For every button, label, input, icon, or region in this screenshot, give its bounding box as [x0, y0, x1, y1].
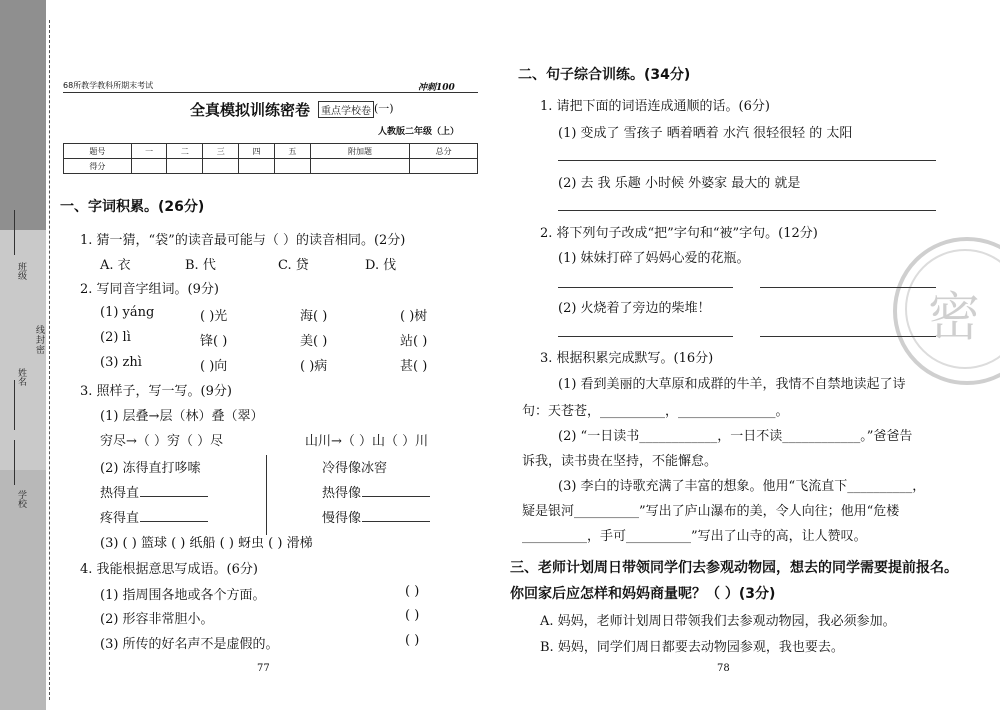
name-blank[interactable]: [14, 380, 16, 430]
class-label: 班级: [16, 262, 26, 280]
q2-1: 1. 请把下面的词语连成通顺的话。(6分): [540, 99, 770, 114]
score-cell: 五: [274, 144, 310, 159]
q2-3-1: (1) 看到美丽的大草原和成群的牛羊，我情不自禁地读起了诗: [558, 377, 906, 392]
q4-item-2: (2) 形容非常胆小。: [100, 612, 214, 627]
binding-shade-top: [0, 0, 46, 230]
cut-line: [49, 20, 50, 700]
q3-2c-label: 疼得直: [100, 511, 140, 526]
school-label: 学校: [16, 490, 26, 508]
q1-1: 1. 猜一猜，“袋”的读音最可能与（ ）的读音相同。(2分): [80, 233, 406, 248]
q3-1b[interactable]: 山川→（ ）山（ ）川: [305, 434, 429, 449]
q3-2a-label: 热得直: [100, 486, 140, 501]
section-3-opt-b[interactable]: B. 妈妈，同学们周日都要去动物园参观，我也要去。: [540, 640, 844, 655]
secret-stamp-text: 密: [928, 288, 981, 348]
q2-3: 3. 根据积累完成默写。(16分): [540, 351, 714, 366]
score-input[interactable]: [167, 159, 203, 174]
q2-2-2-ba-line[interactable]: [558, 336, 733, 337]
q2-row3-pinyin: (3) zhì: [100, 355, 142, 370]
q3-2d-label: 慢得像: [322, 511, 362, 526]
q2-3-3[interactable]: (3) 李白的诗歌充满了丰富的想象。他用“飞流直下__________，: [558, 479, 926, 494]
q3-2b-blank[interactable]: [362, 496, 430, 497]
q2-3-3b[interactable]: 疑是银河__________”写出了庐山瀑布的美，令人向往；他用“危楼: [522, 504, 900, 519]
q4-item-1: (1) 指周围各地或各个方面。: [100, 588, 266, 603]
exam-paren: (一): [374, 102, 394, 115]
q3-3[interactable]: (3) ( ) 篮球 ( ) 纸船 ( ) 蚜虫 ( ) 滑梯: [100, 536, 313, 551]
q2-1-2: (2) 去 我 乐趣 小时候 外婆家 最大的 就是: [558, 176, 801, 191]
page-number-left: 77: [257, 663, 270, 674]
q1-opt-c[interactable]: C. 贷: [278, 258, 309, 273]
seal-mi: 密: [34, 345, 44, 354]
q1-4: 4. 我能根据意思写成语。(6分): [80, 562, 258, 577]
class-blank[interactable]: [14, 210, 16, 255]
score-input[interactable]: [410, 159, 478, 174]
score-input[interactable]: [239, 159, 275, 174]
q2-row2-a[interactable]: 锋( ): [200, 334, 228, 349]
q2-row2-c[interactable]: 站( ): [400, 334, 428, 349]
q3-2-example-right: 冷得像冰窖: [322, 461, 388, 476]
page-number-right: 78: [717, 663, 730, 674]
score-input[interactable]: [203, 159, 239, 174]
name-label: 姓名: [16, 368, 26, 386]
q2-2-2: (2) 火烧着了旁边的柴堆！: [558, 301, 711, 316]
q2-2-1-bei-line[interactable]: [760, 287, 936, 288]
score-row-values: [64, 159, 478, 174]
seal-xian: 线: [34, 325, 44, 334]
score-cell: 总分: [410, 144, 478, 159]
q3-example: (1) 层叠→层（林）叠（翠）: [100, 409, 264, 424]
q3-divider: [266, 455, 267, 535]
q2-3-3c[interactable]: __________，手可__________”写出了山寺的高，让人赞叹。: [522, 529, 867, 544]
q2-row2-b[interactable]: 美( ): [300, 334, 328, 349]
school-blank[interactable]: [14, 440, 16, 485]
header-rule: [63, 92, 478, 93]
q2-row3-c[interactable]: 甚( ): [400, 359, 428, 374]
binding-margin: [0, 0, 46, 710]
section-2-title: 二、句子综合训练。(34分): [518, 67, 691, 83]
score-cell: 得分: [64, 159, 132, 174]
q3-2c-blank[interactable]: [140, 521, 208, 522]
exam-title: 全真模拟训练密卷: [190, 101, 311, 119]
brand-label: 冲刺100: [418, 83, 455, 93]
q2-2-1-ba-line[interactable]: [558, 287, 733, 288]
score-cell: 题号: [64, 144, 132, 159]
q2-3-1b[interactable]: 句：天苍苍，__________，_______________。: [522, 404, 789, 419]
score-input[interactable]: [131, 159, 167, 174]
q4-item-3: (3) 所传的好名声不是虚假的。: [100, 637, 279, 652]
q3-1a[interactable]: 穷尽→（ ）穷（ ）尽: [100, 434, 224, 449]
q3-2d-blank[interactable]: [362, 521, 430, 522]
score-cell: 附加题: [310, 144, 410, 159]
q3-2-example: (2) 冻得直打哆嗦: [100, 461, 201, 476]
score-cell: 四: [239, 144, 275, 159]
q1-opt-d[interactable]: D. 伐: [365, 258, 397, 273]
series-label: 68所教学教科所期末考试: [63, 81, 154, 90]
q1-opt-b[interactable]: B. 代: [185, 258, 216, 273]
q2-2: 2. 将下列句子改成“把”字句和“被”字句。(12分): [540, 226, 818, 241]
q2-1-1: (1) 变成了 雪孩子 晒着晒着 水汽 很轻很轻 的 太阳: [558, 126, 853, 141]
q2-row1-a[interactable]: ( )光: [200, 309, 228, 324]
q2-3-2b: 诉我，读书贵在坚持，不能懈怠。: [522, 454, 718, 469]
q1-2: 2. 写同音字组词。(9分): [80, 282, 219, 297]
q2-2-2-bei-line[interactable]: [760, 336, 936, 337]
q2-row1-c[interactable]: ( )树: [400, 309, 428, 324]
q1-3: 3. 照样子，写一写。(9分): [80, 384, 232, 399]
section-3-title-line1: 三、老师计划周日带领同学们去参观动物园，想去的同学需要提前报名。: [510, 560, 958, 576]
section-3-title-line2[interactable]: 你回家后应怎样和妈妈商量呢？（ ）(3分): [510, 586, 776, 602]
q2-row2-pinyin: (2) lì: [100, 330, 131, 345]
q2-3-2[interactable]: (2) “一日读书____________，一日不读____________。”爸爸告: [558, 429, 913, 444]
q2-row1-b[interactable]: 海( ): [300, 309, 328, 324]
score-cell: 三: [203, 144, 239, 159]
q2-row3-a[interactable]: ( )向: [200, 359, 228, 374]
q4-answer-1[interactable]: ( ): [405, 584, 420, 599]
score-table: [63, 143, 478, 174]
score-cell: 二: [167, 144, 203, 159]
section-3-opt-a[interactable]: A. 妈妈，老师计划周日带领我们去参观动物园，我必须参加。: [540, 614, 896, 629]
score-cell: 一: [131, 144, 167, 159]
section-1-title: 一、字词积累。(26分): [60, 199, 205, 215]
q2-2-1: (1) 妹妹打碎了妈妈心爱的花瓶。: [558, 251, 750, 266]
q2-row3-b[interactable]: ( )病: [300, 359, 328, 374]
q3-2a-blank[interactable]: [140, 496, 208, 497]
score-row-header: [64, 144, 478, 159]
q2-row1-pinyin: (1) yáng: [100, 305, 155, 320]
q1-opt-a[interactable]: A. 衣: [100, 258, 131, 273]
seal-feng: 封: [34, 335, 44, 344]
q4-answer-2[interactable]: ( ): [405, 608, 420, 623]
q4-answer-3[interactable]: ( ): [405, 633, 420, 648]
score-input[interactable]: [310, 159, 410, 174]
edition-label: 人教版二年级（上）: [378, 127, 460, 137]
q2-1-1-answer-line[interactable]: [558, 160, 936, 161]
exam-tag: 重点学校卷: [318, 101, 374, 118]
score-input[interactable]: [274, 159, 310, 174]
q2-1-2-answer-line[interactable]: [558, 210, 936, 211]
q3-2b-label: 热得像: [322, 486, 362, 501]
